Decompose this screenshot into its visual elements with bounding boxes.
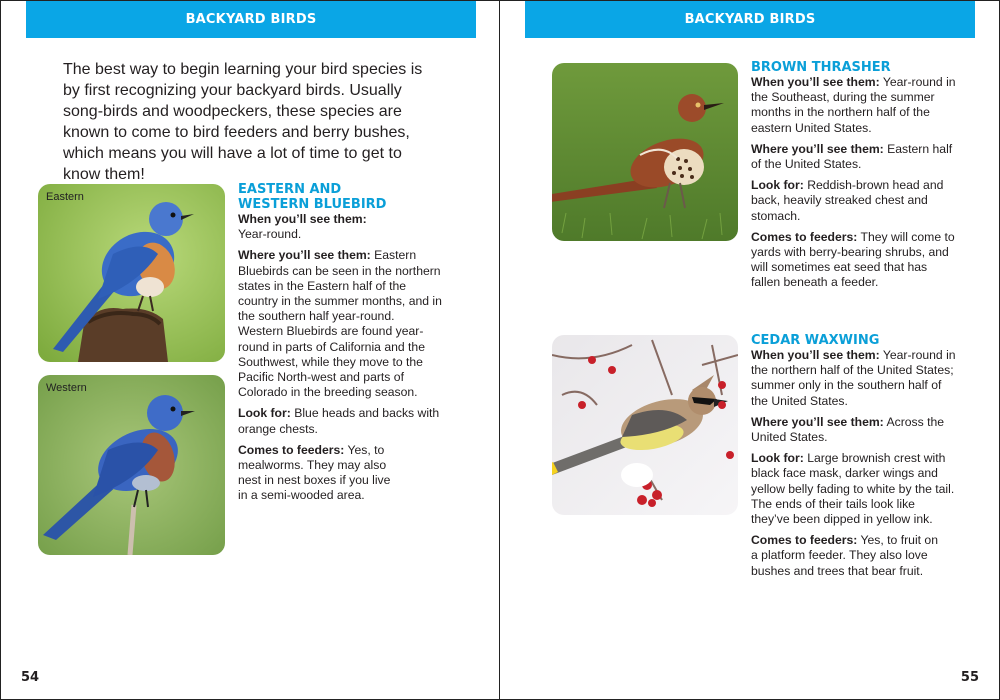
feeders-label: Comes to feeders: [238,442,345,457]
page-header [26,1,476,38]
species-title-brown-thrasher: BROWN THRASHER [751,60,891,75]
when-paragraph [751,75,956,136]
feeders-label: Comes to feeders: [751,533,858,548]
brown-thrasher-photo [552,63,738,241]
when-paragraph [751,348,956,409]
western-bluebird-image [38,375,225,555]
look-text: Large brownish crest with black face mask, darker wings and yellow belly fading to white by the tail. The ends of their tails look like they’ve been dipped in yellow ink. [751,451,955,527]
where-paragraph [751,142,956,172]
when-text: Year-round. [238,227,302,242]
feeders-paragraph [751,533,941,579]
where-text: Across the United States. [751,414,945,445]
where-label: Where you’ll see them: [751,141,884,156]
where-label: Where you’ll see them: [751,414,884,429]
photo-caption-western: Western [46,382,87,394]
when-label: When you’ll see them: [751,348,880,362]
look-label: Look for: [751,178,804,193]
header-title: BACKYARD BIRDS [185,12,317,27]
where-text: Eastern Bluebirds can be seen in the northern states in the Eastern half of the country in the summer months, and in the southern half year-round. Western Bluebirds are found year-round in parts of California and the Southwest, while they move to the Pacific North-west and parts of Colorado in the breeding season. [238,248,442,400]
feeders-text: Yes, to mealworms. They may also nest in nest boxes if you live in a semi-wooded area. [238,442,391,503]
look-text: Blue heads and backs with orange chests. [238,406,440,436]
page-number-left: 54 [21,670,40,685]
where-paragraph [238,248,443,400]
where-label: Where you’ll see them: [238,248,371,263]
where-text: Eastern half of the United States. [751,141,953,172]
look-paragraph [238,406,443,436]
look-paragraph [751,178,956,224]
page-header [525,1,975,38]
feeders-paragraph [751,230,956,291]
brown-thrasher-description [751,60,956,297]
when-paragraph [238,212,443,242]
western-bluebird-photo [38,375,225,555]
look-text: Reddish-brown head and back, heavily streaked chest and stomach. [751,178,944,223]
species-title-line1: EASTERN AND [238,182,342,197]
when-text: Year-round in the Southeast, during the summer months in the northern half of the eastern United States. [751,75,956,135]
feeders-label: Comes to feeders: [751,229,858,244]
eastern-bluebird-photo [38,184,225,362]
species-title-cedar-waxwing: CEDAR WAXWING [751,333,880,348]
where-paragraph [751,415,956,445]
right-page [500,0,1000,700]
species-title-bluebird [238,182,443,212]
cedar-waxwing-photo [552,335,738,515]
look-label: Look for: [751,451,804,466]
look-label: Look for: [238,406,291,421]
bluebird-description [238,182,443,510]
intro-paragraph: The best way to begin learning your bird species is by first recognizing your backyard birds. Usually song-birds and woodpeckers, these species are known to come to bird feeders and berry bushes, which means you will have a lot of time to get to know them! [63,61,423,183]
when-label: When you’ll see them: [238,212,367,226]
eastern-bluebird-image [38,184,225,362]
feeders-text: Yes, to fruit on a platform feeder. They also love bushes and trees that bear fruit. [751,533,938,578]
brown-thrasher-image [552,63,738,241]
page-number-right: 55 [960,670,979,685]
species-title-line2: WESTERN BLUEBIRD [238,197,387,212]
feeders-paragraph [238,443,403,504]
feeders-text: They will come to yards with berry-bearing shrubs, and will sometimes eat seed that has fallen beneath a feeder. [751,229,955,290]
when-text: Year-round in the northern half of the United States; summer only in the southern half of the United States. [751,348,956,408]
cedar-waxwing-description [751,333,956,585]
photo-caption-eastern: Eastern [46,191,84,203]
when-label: When you’ll see them: [751,75,880,89]
header-title: BACKYARD BIRDS [684,12,816,27]
look-paragraph [751,451,956,527]
cedar-waxwing-image [552,335,738,515]
